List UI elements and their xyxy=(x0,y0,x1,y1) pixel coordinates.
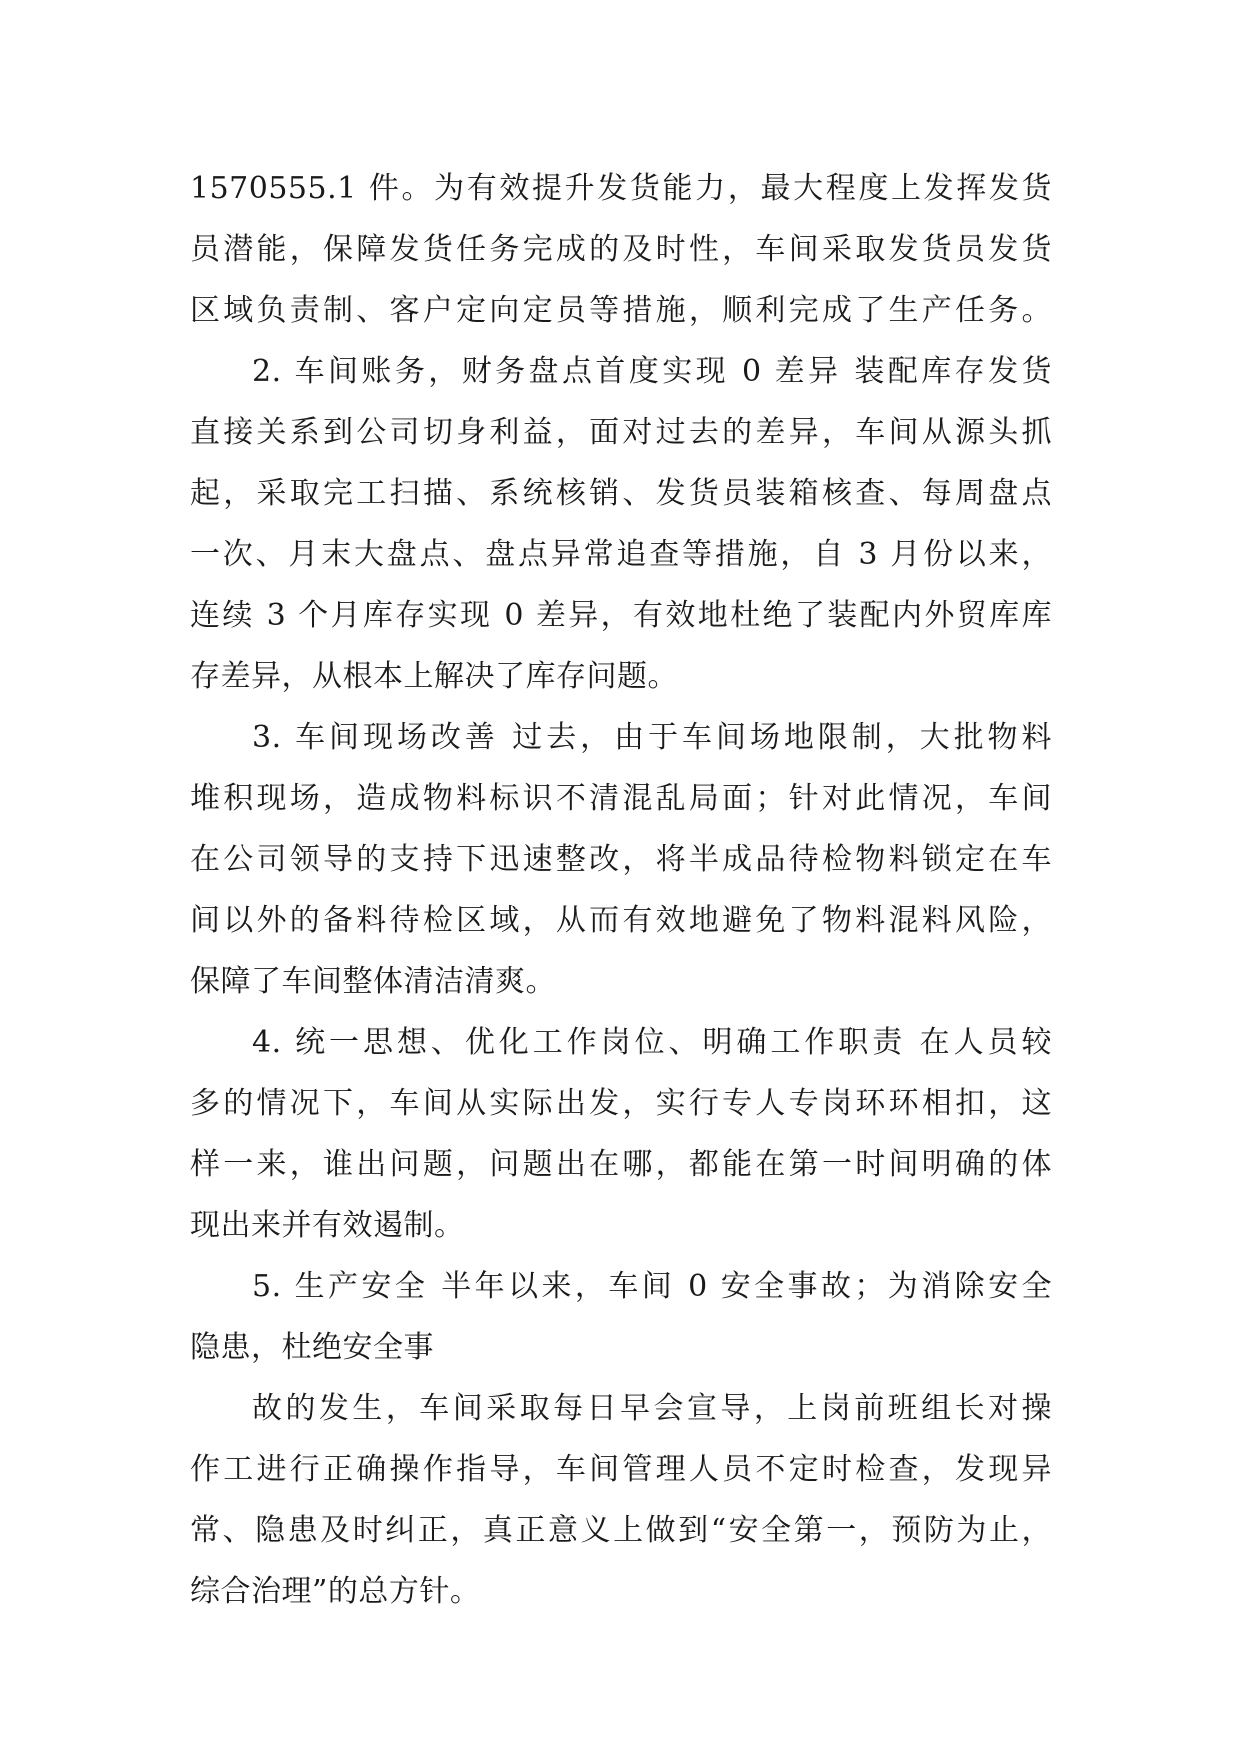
text-line: 直接关系到公司切身利益，面对过去的差异，车间从源头抓 xyxy=(190,415,1052,450)
section-2-heading-line: 2. 车间账务，财务盘点首度实现 0 差异 装配库存发货 xyxy=(252,354,1052,389)
section-3-heading-line: 3. 车间现场改善 过去，由于车间场地限制，大批物料 xyxy=(252,720,1052,755)
text-line: 多的情况下，车间从实际出发，实行专人专岗环环相扣，这 xyxy=(190,1086,1052,1121)
text-line: 堆积现场，造成物料标识不清混乱局面；针对此情况，车间 xyxy=(190,781,1052,816)
text-line: 保障了车间整体清洁清爽。 xyxy=(190,964,556,999)
text-line: 隐患，杜绝安全事 xyxy=(190,1330,434,1365)
section-5-heading-line: 5. 生产安全 半年以来，车间 0 安全事故；为消除安全 xyxy=(252,1269,1052,1304)
text-line: 员潜能，保障发货任务完成的及时性，车间采取发货员发货 xyxy=(190,232,1052,267)
text-line: 综合治理”的总方针。 xyxy=(190,1574,481,1609)
text-line: 连续 3 个月库存实现 0 差异，有效地杜绝了装配内外贸库库 xyxy=(190,598,1052,633)
text-line: 区域负责制、客户定向定员等措施，顺利完成了生产任务。 xyxy=(190,293,1052,328)
text-line: 存差异，从根本上解决了库存问题。 xyxy=(190,659,678,694)
text-line: 间以外的备料待检区域，从而有效地避免了物料混料风险， xyxy=(190,903,1052,938)
text-line: 1570555.1 件。为有效提升发货能力，最大程度上发挥发货 xyxy=(190,171,1052,206)
text-line: 起，采取完工扫描、系统核销、发货员装箱核查、每周盘点 xyxy=(190,476,1052,511)
paragraph-start-line: 故的发生，车间采取每日早会宣导，上岗前班组长对操 xyxy=(252,1391,1052,1426)
text-line: 现出来并有效遏制。 xyxy=(190,1208,465,1243)
text-line: 一次、月末大盘点、盘点异常追查等措施，自 3 月份以来， xyxy=(190,537,1052,572)
text-line: 常、隐患及时纠正，真正意义上做到“安全第一，预防为止， xyxy=(190,1513,1052,1548)
text-line: 作工进行正确操作指导，车间管理人员不定时检查，发现异 xyxy=(190,1452,1052,1487)
text-line: 在公司领导的支持下迅速整改，将半成品待检物料锁定在车 xyxy=(190,842,1052,877)
document-body xyxy=(190,158,1052,1622)
text-line: 样一来，谁出问题，问题出在哪，都能在第一时间明确的体 xyxy=(190,1147,1052,1182)
section-4-heading-line: 4. 统一思想、优化工作岗位、明确工作职责 在人员较 xyxy=(252,1025,1052,1060)
